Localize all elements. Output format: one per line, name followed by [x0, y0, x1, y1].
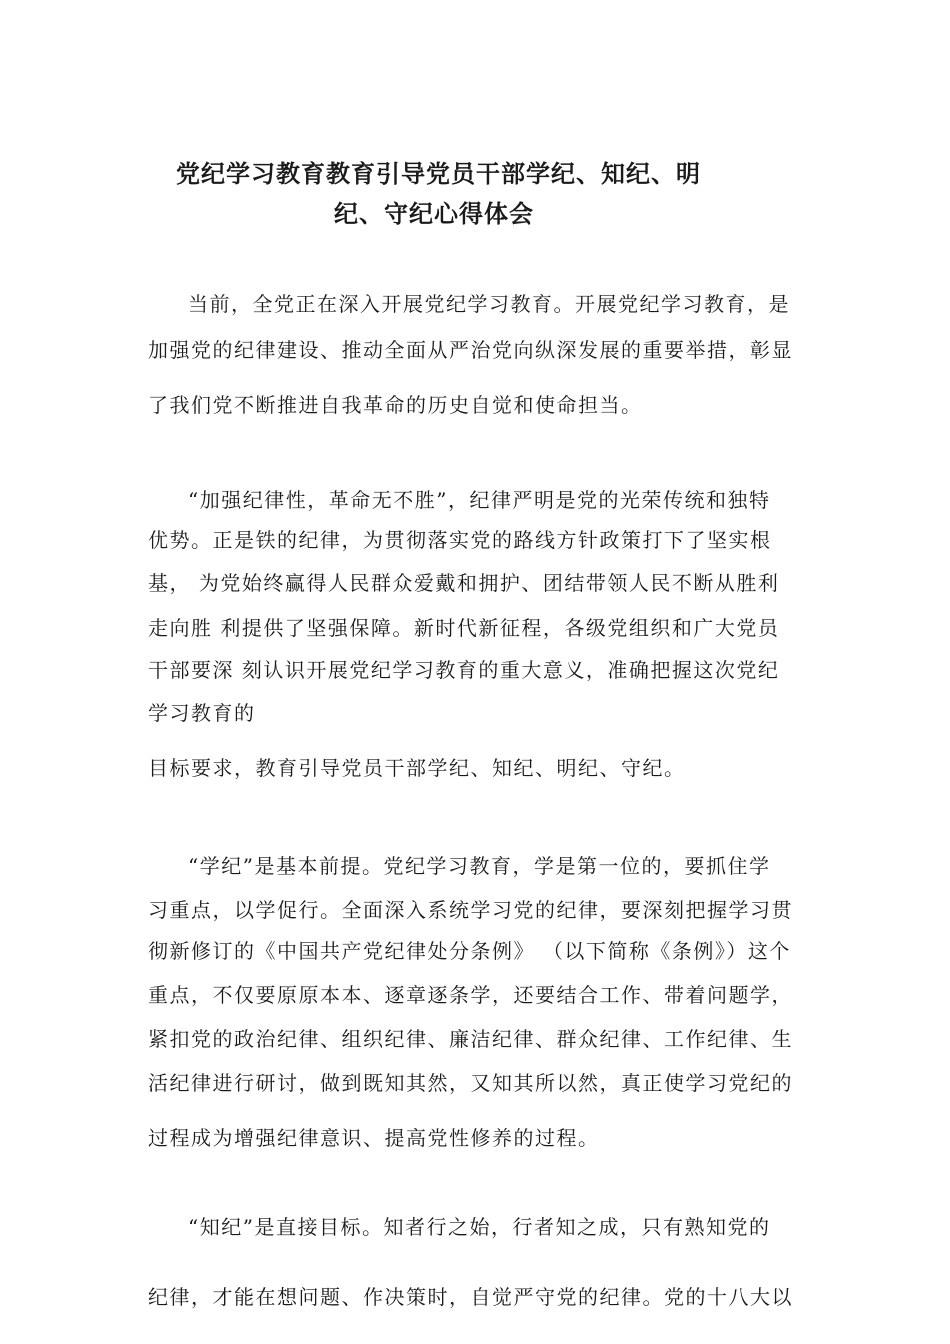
- paragraph-3-line-5: 紧扣党的政治纪律、组织纪律、廉洁纪律、群众纪律、工作纪律、生: [148, 1027, 793, 1051]
- paragraph-2-line-3: 基， 为党始终赢得人民群众爱戴和拥护、团结带领人民不断从胜利: [148, 571, 780, 595]
- paragraph-2-line-6: 学习教育的: [148, 701, 256, 725]
- paragraph-2-line-2: 优势。正是铁的纪律，为贯彻落实党的路线方针政策打下了坚实根: [148, 528, 772, 552]
- paragraph-2-line-4: 走向胜 利提供了坚强保障。新时代新征程，各级党组织和广大党员: [148, 616, 780, 640]
- paragraph-4-line-1: “知纪”是直接目标。知者行之始，行者知之成，只有熟知党的: [188, 1215, 771, 1239]
- paragraph-3-line-6: 活纪律进行研讨，做到既知其然，又知其所以然，真正使学习党纪的: [148, 1071, 793, 1095]
- paragraph-3-line-3: 彻新修订的《中国共产党纪律处分条例》 （以下简称《条例》）这个: [148, 939, 791, 963]
- paragraph-3-line-1: “学纪”是基本前提。党纪学习教育，学是第一位的，要抓住学: [188, 854, 771, 878]
- paragraph-3-line-7: 过程成为增强纪律意识、提高党性修养的过程。: [148, 1126, 600, 1150]
- paragraph-2-line-7: 目标要求，教育引导党员干部学纪、知纪、明纪、守纪。: [148, 756, 686, 780]
- document-title-line-1: 党纪学习教育教育引导党员干部学纪、知纪、明: [176, 160, 701, 188]
- paragraph-1-line-3: 了我们党不断推进自我革命的历史自觉和使命担当。: [148, 393, 643, 417]
- paragraph-2-line-5: 干部要深 刻认识开展党纪学习教育的重大意义，准确把握这次党纪: [148, 658, 780, 682]
- document-title-line-2: 纪、守纪心得体会: [334, 200, 534, 228]
- paragraph-1-line-2: 加强党的纪律建设、推动全面从严治党向纵深发展的重要举措，彰显: [148, 338, 793, 362]
- paragraph-3-line-2: 习重点，以学促行。全面深入系统学习党的纪律，要深刻把握学习贯: [148, 898, 793, 922]
- paragraph-3-line-4: 重点，不仅要原原本本、逐章逐条学，还要结合工作、带着问题学，: [148, 983, 793, 1007]
- paragraph-1-line-1: 当前，全党正在深入开展党纪学习教育。开展党纪学习教育，是: [188, 292, 790, 316]
- paragraph-2-line-1: “加强纪律性，革命无不胜”，纪律严明是党的光荣传统和独特: [188, 488, 771, 512]
- paragraph-4-line-2: 纪律，才能在想问题、作决策时，自觉严守党的纪律。党的十八大以: [148, 1285, 793, 1309]
